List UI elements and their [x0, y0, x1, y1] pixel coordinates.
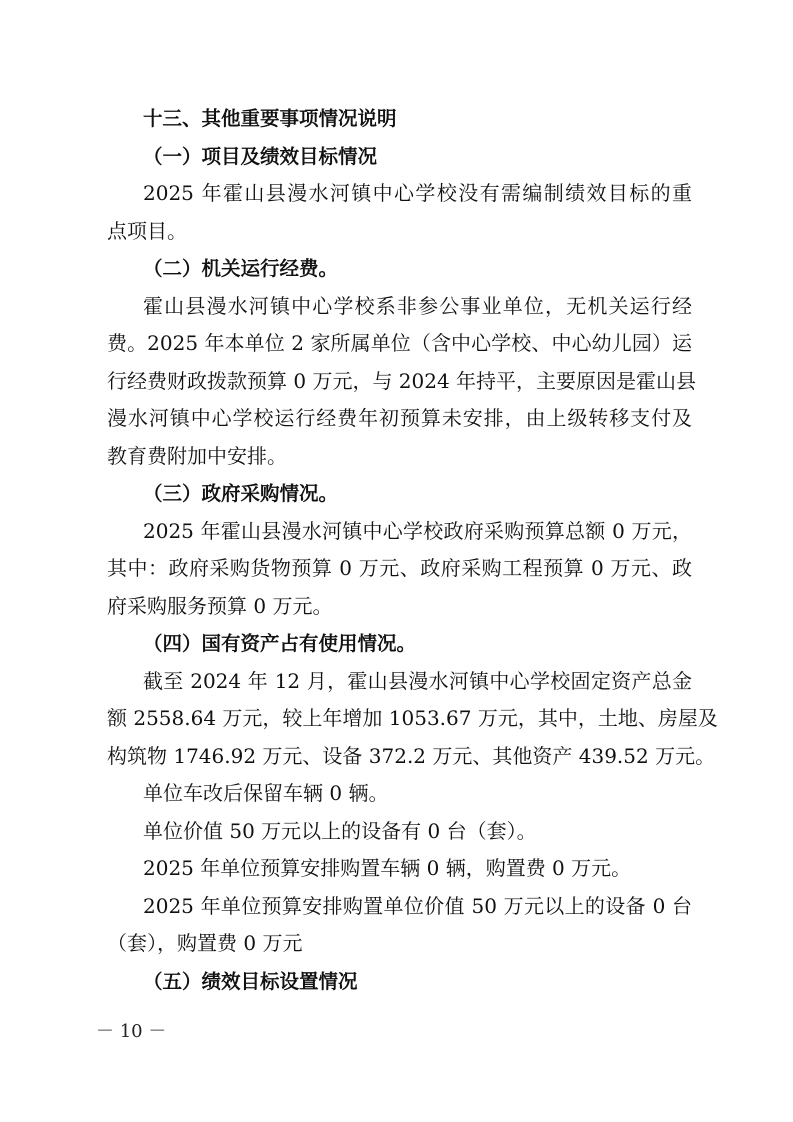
main-heading: 十三、其他重要事项情况说明 — [143, 107, 397, 130]
paragraph-line: 霍山县漫水河镇中心学校系非参公事业单位，无机关运行经 — [143, 293, 692, 318]
paragraph-line: 其中：政府采购货物预算 0 万元、政府采购工程预算 0 万元、政 — [107, 556, 692, 580]
paragraph-line: 单位价值 50 万元以上的设备有 0 台（套）。 — [143, 818, 537, 843]
paragraph-line: 构筑物 1746.92 万元、设备 372.2 万元、其他资产 439.52 万元。 — [107, 743, 716, 768]
paragraph-line: （套），购置费 0 万元 — [107, 931, 303, 955]
page-number: － 10 － — [96, 1021, 167, 1042]
section-title-2: （二）机关运行经费。 — [143, 257, 339, 280]
paragraph-line: 2025 年霍山县漫水河镇中心学校没有需编制绩效目标的重 — [143, 181, 692, 205]
section-title-3: （三）政府采购情况。 — [143, 482, 339, 505]
paragraph-line: 额 2558.64 万元，较上年增加 1053.67 万元，其中，土地、房屋及 — [107, 706, 718, 730]
section-title-5: （五）绩效目标设置情况 — [143, 969, 358, 993]
paragraph-line: 点项目。 — [107, 218, 187, 243]
section-title-1: （一）项目及绩效目标情况 — [143, 144, 378, 168]
document-body — [107, 100, 718, 1000]
paragraph-line: 府采购服务预算 0 万元。 — [107, 593, 333, 618]
paragraph-line: 费。2025 年本单位 2 家所属单位（含中心学校、中心幼儿园）运 — [107, 331, 692, 355]
paragraph-line: 截至 2024 年 12 月，霍山县漫水河镇中心学校固定资产总金 — [143, 668, 692, 693]
paragraph-line: 行经费财政拨款预算 0 万元，与 2024 年持平，主要原因是霍山县 — [107, 368, 697, 393]
section-title-4: （四）国有资产占有使用情况。 — [143, 632, 417, 655]
paragraph-line: 2025 年霍山县漫水河镇中心学校政府采购预算总额 0 万元， — [143, 518, 692, 543]
paragraph-line: 单位车改后保留车辆 0 辆。 — [143, 781, 389, 805]
paragraph-line: 教育费附加中安排。 — [107, 443, 287, 468]
paragraph-line: 2025 年单位预算安排购置单位价值 50 万元以上的设备 0 台 — [143, 893, 692, 918]
paragraph-line: 漫水河镇中心学校运行经费年初预算未安排，由上级转移支付及 — [107, 406, 692, 430]
paragraph-line: 2025 年单位预算安排购置车辆 0 辆，购置费 0 万元。 — [143, 856, 632, 880]
